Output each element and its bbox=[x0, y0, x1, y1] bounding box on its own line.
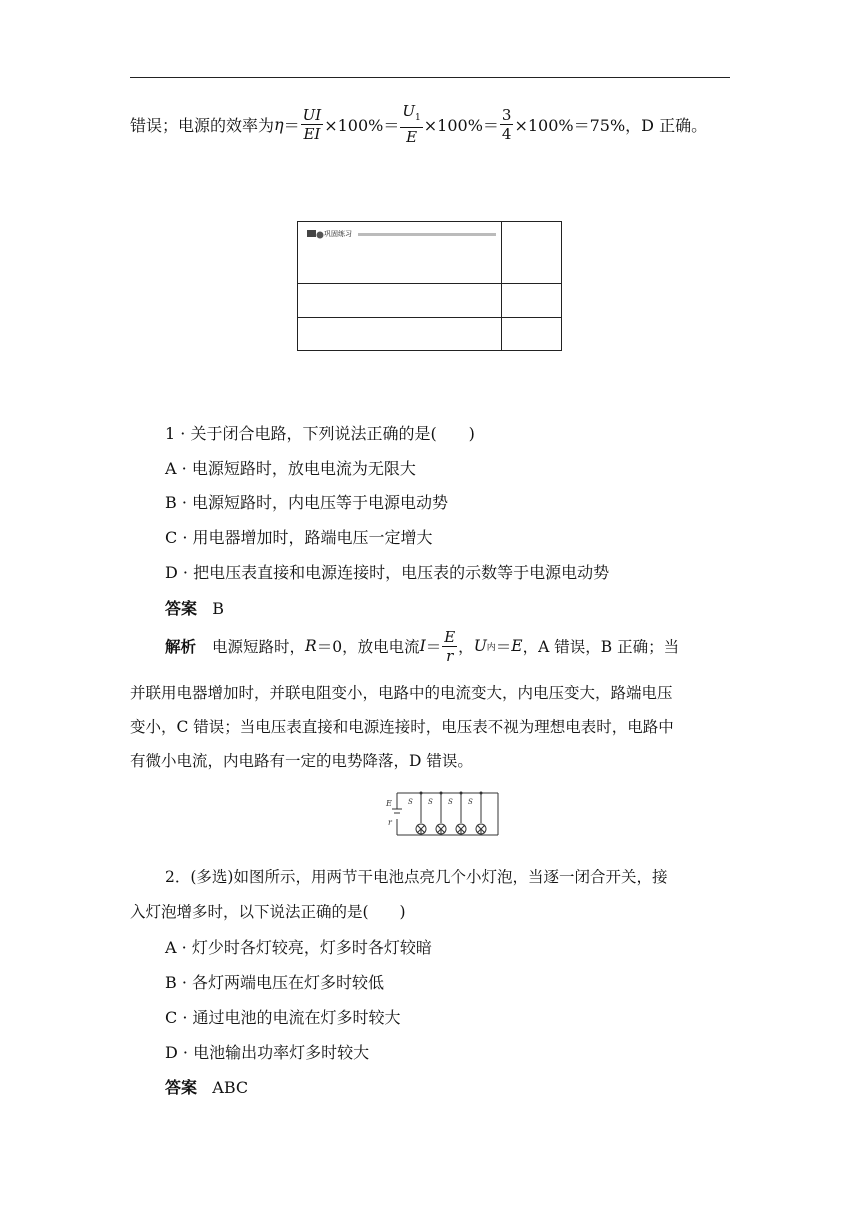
analysis-text: ＝ bbox=[495, 638, 512, 656]
fraction-u1-e bbox=[400, 102, 422, 146]
fraction-ui-ei bbox=[301, 106, 324, 143]
eq-sign: ＝ bbox=[425, 638, 442, 656]
q2-option-c: C · 通过电池的电流在灯多时较大 bbox=[165, 1008, 401, 1027]
table-divider bbox=[501, 283, 561, 284]
efficiency-line bbox=[130, 104, 707, 144]
switch-label: S bbox=[408, 798, 413, 806]
answer-label: 答案 bbox=[165, 599, 198, 618]
u-symbol: U bbox=[402, 102, 416, 120]
answer-label: 答案 bbox=[165, 1078, 198, 1097]
efficiency-tail: ×100%＝75%，D 正确。 bbox=[514, 115, 708, 135]
efficiency-prefix: 错误；电源的效率为 bbox=[130, 115, 275, 135]
q2-option-b: B · 各灯两端电压在灯多时较低 bbox=[165, 973, 385, 992]
fraction-numerator: E bbox=[444, 627, 456, 646]
table-divider bbox=[298, 317, 501, 318]
analysis-text: 电源短路时， bbox=[212, 638, 306, 656]
fraction-denominator: E bbox=[406, 128, 418, 146]
q2-stem-line2: 入灯泡增多时，以下说法正确的是( ) bbox=[130, 903, 406, 921]
fraction-numerator bbox=[400, 102, 422, 128]
eta-symbol: η bbox=[274, 114, 284, 134]
answer-value: B bbox=[212, 599, 225, 618]
analysis-text: ＝0，放电电流 bbox=[316, 638, 420, 656]
circuit-diagram bbox=[383, 789, 503, 839]
fraction-denominator: 4 bbox=[501, 124, 512, 143]
section-header-label: 巩固练习 bbox=[324, 230, 352, 238]
e-symbol: E bbox=[511, 637, 523, 655]
header-rule bbox=[130, 77, 730, 78]
analysis-text: ，A 错误，B 正确；当 bbox=[522, 638, 680, 656]
book-icon bbox=[306, 229, 324, 239]
analysis-text: ， bbox=[458, 638, 474, 656]
u-symbol: U bbox=[473, 637, 487, 655]
q1-analysis-line3: 变小，C 错误；当电压表直接和电源连接时，电压表不视为理想电表时，电路中 bbox=[130, 718, 674, 736]
section-table bbox=[297, 221, 562, 351]
switch-label: S bbox=[468, 798, 473, 806]
eq-sign: ＝ bbox=[283, 115, 300, 135]
fraction-e-r bbox=[442, 628, 457, 665]
q2-option-a: A · 灯少时各灯较亮，灯多时各灯较暗 bbox=[165, 938, 432, 957]
q1-analysis-line4: 有微小电流，内电路有一定的电势降落，D 错误。 bbox=[130, 752, 473, 770]
fraction-3-4 bbox=[500, 106, 514, 143]
fraction-numerator: UI bbox=[302, 105, 322, 124]
section-header bbox=[306, 228, 496, 240]
header-bar bbox=[358, 233, 496, 236]
q1-stem: 1 · 关于闭合电路，下列说法正确的是( ) bbox=[165, 424, 475, 443]
i-symbol: I bbox=[419, 637, 426, 655]
analysis-label: 解析 bbox=[165, 638, 197, 656]
q1-analysis-line2: 并联用电器增加时，并联电阻变小，电路中的电流变大，内电压变大，路端电压 bbox=[130, 684, 673, 702]
u-subscript: 内 bbox=[486, 642, 496, 653]
table-divider bbox=[501, 317, 561, 318]
switch-label: S bbox=[428, 798, 433, 806]
table-divider bbox=[298, 283, 501, 284]
circuit-label-r: r bbox=[388, 818, 392, 827]
switch-label: S bbox=[448, 798, 453, 806]
fraction-denominator: EI bbox=[303, 124, 321, 143]
q2-stem-line1: 2．(多选)如图所示，用两节干电池点亮几个小灯泡，当逐一闭合开关，接 bbox=[165, 868, 668, 886]
q1-option-d: D · 把电压表直接和电源连接时，电压表的示数等于电源电动势 bbox=[165, 563, 610, 582]
q2-answer bbox=[165, 1075, 248, 1098]
q2-option-d: D · 电池输出功率灯多时较大 bbox=[165, 1043, 370, 1062]
q1-answer bbox=[165, 596, 224, 619]
times-100-1: ×100%＝ bbox=[324, 115, 400, 135]
table-divider bbox=[501, 222, 502, 350]
circuit-label-e: E bbox=[386, 799, 392, 808]
answer-value: ABC bbox=[212, 1078, 249, 1097]
times-100-2: ×100%＝ bbox=[423, 115, 499, 135]
u-subscript: 1 bbox=[415, 113, 421, 123]
q1-option-b: B · 电源短路时，内电压等于电源电动势 bbox=[165, 493, 449, 512]
q1-option-c: C · 用电器增加时，路端电压一定增大 bbox=[165, 528, 433, 547]
fraction-numerator: 3 bbox=[501, 105, 512, 124]
r-symbol: R bbox=[305, 637, 317, 655]
fraction-denominator: r bbox=[446, 646, 454, 665]
q1-option-a: A · 电源短路时，放电电流为无限大 bbox=[165, 459, 416, 478]
q1-analysis-line1 bbox=[165, 626, 679, 666]
